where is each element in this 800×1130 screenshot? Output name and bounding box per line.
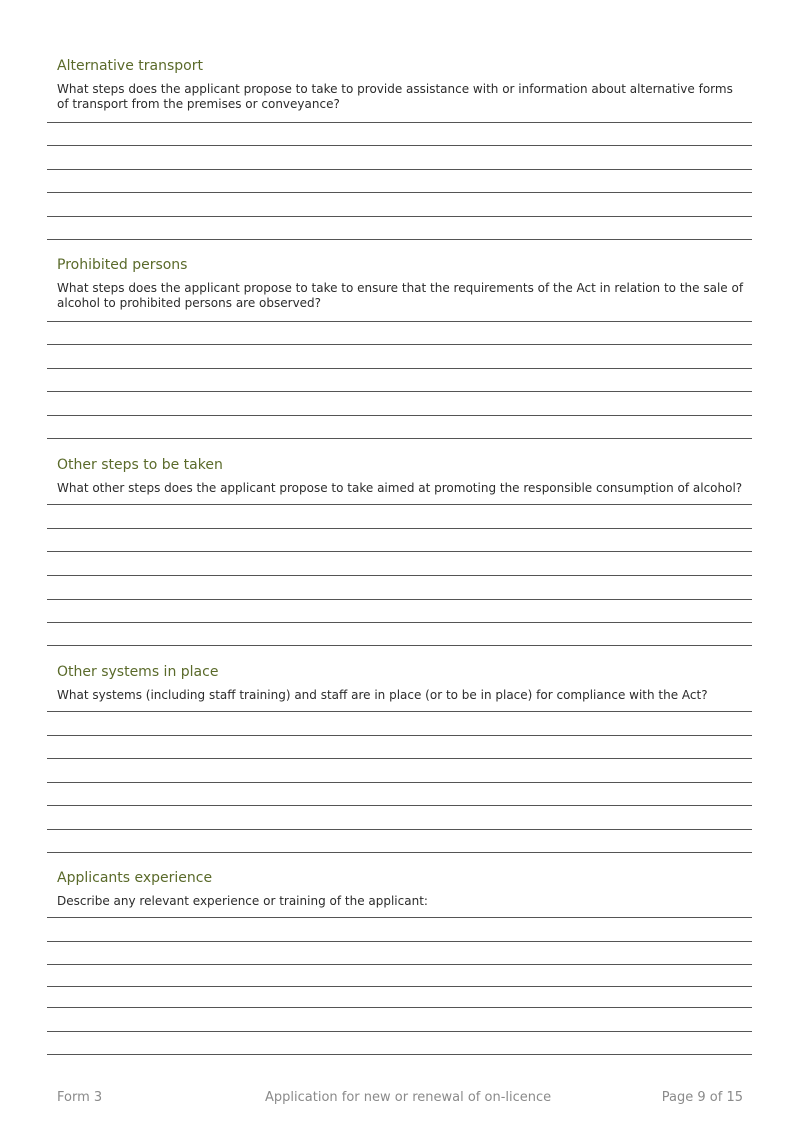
section-title: Other systems in place <box>57 664 219 680</box>
section-question: Describe any relevant experience or training of the applicant: <box>57 894 428 908</box>
section-question: What steps does the applicant propose to take to ensure that the requirements of the Act in relation to the sale of alcohol to prohibited persons are observed? <box>57 281 744 310</box>
answer-line <box>47 917 752 918</box>
answer-lines-applicants-experience[interactable] <box>47 917 752 1057</box>
answer-line <box>47 622 752 623</box>
answer-line <box>47 735 752 736</box>
answer-line <box>47 1054 752 1055</box>
section-question: What systems (including staff training) and staff are in place (or to be in place) for compliance with the Act? <box>57 688 708 702</box>
answer-line <box>47 415 752 416</box>
section-title: Other steps to be taken <box>57 457 223 473</box>
answer-line <box>47 575 752 576</box>
section-title: Prohibited persons <box>57 257 188 273</box>
answer-line <box>47 504 752 505</box>
footer-document-title: Application for new or renewal of on-licence <box>265 1090 552 1105</box>
section-title: Alternative transport <box>57 58 203 74</box>
answer-line <box>47 1007 752 1008</box>
answer-line <box>47 1031 752 1032</box>
answer-line <box>47 941 752 942</box>
footer-form-label: Form 3 <box>57 1090 103 1105</box>
answer-line <box>47 986 752 987</box>
answer-line <box>47 758 752 759</box>
answer-lines-prohibited-persons[interactable] <box>47 321 752 441</box>
answer-line <box>47 528 752 529</box>
section-other-steps <box>47 456 752 496</box>
section-title: Applicants experience <box>57 870 213 886</box>
answer-line <box>47 645 752 646</box>
answer-line <box>47 239 752 240</box>
section-alternative-transport <box>47 57 752 112</box>
answer-line <box>47 551 752 552</box>
answer-line <box>47 122 752 123</box>
answer-line <box>47 829 752 830</box>
answer-line <box>47 599 752 600</box>
answer-line <box>47 438 752 439</box>
answer-lines-other-systems[interactable] <box>47 711 752 856</box>
answer-line <box>47 145 752 146</box>
answer-line <box>47 368 752 369</box>
answer-line <box>47 192 752 193</box>
answer-line <box>47 391 752 392</box>
answer-line <box>47 169 752 170</box>
section-question: What steps does the applicant propose to take to provide assistance with or information about alternative forms of transport from the premises or conveyance? <box>57 82 733 111</box>
answer-line <box>47 782 752 783</box>
answer-line <box>47 964 752 965</box>
section-other-systems <box>47 663 752 703</box>
answer-line <box>47 344 752 345</box>
answer-line <box>47 321 752 322</box>
answer-line <box>47 852 752 853</box>
page-footer <box>0 1090 800 1110</box>
section-question: What other steps does the applicant propose to take aimed at promoting the responsible consumption of alcohol? <box>57 481 743 495</box>
section-prohibited-persons <box>47 256 752 311</box>
answer-lines-alternative-transport[interactable] <box>47 122 752 242</box>
answer-lines-other-steps[interactable] <box>47 504 752 649</box>
section-applicants-experience <box>47 869 752 909</box>
answer-line <box>47 805 752 806</box>
footer-page-number: Page 9 of 15 <box>661 1090 743 1105</box>
answer-line <box>47 216 752 217</box>
answer-line <box>47 711 752 712</box>
